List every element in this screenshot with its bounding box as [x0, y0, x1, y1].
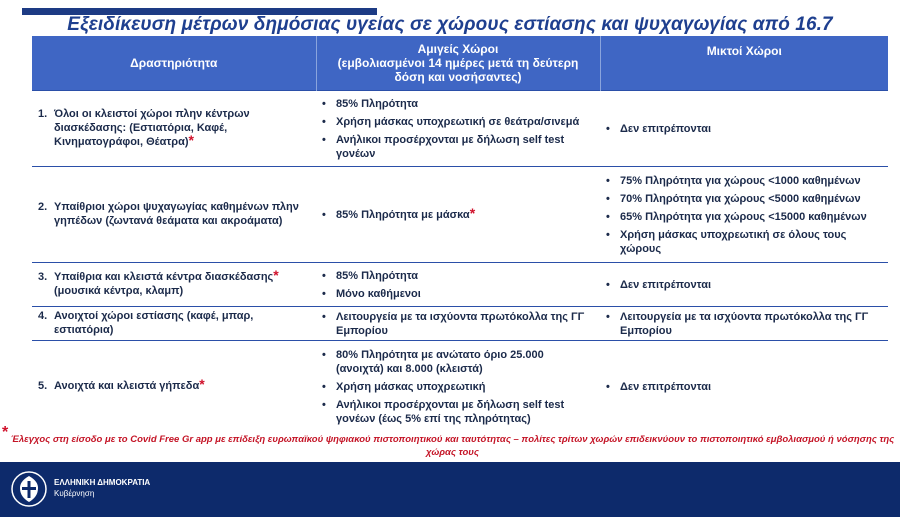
activity-text: Ανοιχτά και κλειστά γήπεδα: [54, 380, 200, 393]
clean-spaces-cell: [316, 306, 600, 340]
activity-cell: [32, 90, 316, 166]
measures-table: [32, 36, 888, 432]
clean-spaces-cell: [316, 90, 600, 166]
list-item: • Ανήλικοι προσέρχονται με δήλωση self test γονέων (έως 5% επί της πληρότητας): [322, 398, 594, 426]
mixed-spaces-cell: [600, 306, 888, 340]
clean-spaces-cell: [316, 340, 600, 432]
header-activity: Δραστηριότητα: [32, 36, 316, 90]
list-item: • Ανήλικοι προσέρχονται με δήλωση self test γονέων: [322, 133, 594, 161]
list-item-text: 85% Πληρότητα με μάσκα: [336, 208, 470, 221]
list-item: • 75% Πληρότητα για χώρους <1000 καθημένων: [606, 174, 882, 188]
footnote-asterisk: *: [2, 424, 9, 441]
row-number: 2.: [38, 201, 48, 213]
page-title: Εξειδίκευση μέτρων δημόσιας υγείας σε χώρους εστίασης και ψυχαγωγίας από 16.7: [67, 14, 833, 35]
mixed-spaces-cell: [600, 90, 888, 166]
row-number: 4.: [38, 310, 48, 322]
table-header-row: [32, 36, 888, 90]
list-item: • Δεν επιτρέπονται: [606, 278, 882, 292]
asterisk-mark: *: [469, 204, 476, 221]
table-row: [32, 90, 888, 166]
list-item: • 70% Πληρότητα για χώρους <5000 καθημένων: [606, 192, 882, 206]
list-item: • 85% Πληρότητα: [322, 97, 594, 111]
table-row: [32, 262, 888, 306]
activity-cell: [32, 340, 316, 432]
header-clean-spaces: [316, 36, 600, 90]
activity-subtext: (μουσικά κέντρα, κλαμπ): [54, 285, 184, 297]
asterisk-mark: *: [199, 376, 205, 393]
list-item: • Δεν επιτρέπονται: [606, 380, 882, 394]
list-item: • Μόνο καθήμενοι: [322, 287, 594, 301]
mixed-spaces-cell: [600, 166, 888, 262]
list-item: • 85% Πληρότητα: [322, 269, 594, 283]
list-item: • 80% Πληρότητα με ανώτατο όριο 25.000 (ανοιχτά) και 8.000 (κλειστά): [322, 348, 594, 376]
table-row: [32, 340, 888, 432]
government-subtitle: Κυβέρνηση: [54, 489, 95, 498]
bottom-band: [0, 462, 900, 517]
header-clean-line2: (εμβολιασμένοι 14 ημέρες μετά τη δεύτερη: [337, 55, 579, 70]
list-item: • Χρήση μάσκας υποχρεωτική: [322, 380, 594, 394]
activity-text: Υπαίθριοι χώροι ψυχαγωγίας καθημένων πλην γηπέδων (ζωντανά θεάματα και ακροάματα): [54, 201, 299, 227]
list-item: [322, 204, 594, 222]
list-item: • Χρήση μάσκας υποχρεωτική σε θεάτρα/σινεμά: [322, 115, 594, 129]
activity-text: Όλοι οι κλειστοί χώροι πλην κέντρων διασκέδασης: (Εστιατόρια, Καφέ, Κινηματογράφοι, Θέατρα): [54, 108, 250, 148]
list-item: • Χρήση μάσκας υποχρεωτική σε όλους τους χώρους: [606, 228, 882, 256]
row-number: 3.: [38, 271, 48, 283]
activity-cell: [32, 262, 316, 306]
row-number: 1.: [38, 108, 48, 120]
table-row: [32, 306, 888, 340]
mixed-spaces-cell: [600, 340, 888, 432]
header-mixed-spaces: Μικτοί Χώροι: [600, 36, 888, 90]
header-clean-line3: δόση και νοσήσαντες): [394, 69, 522, 84]
list-item: • 65% Πληρότητα για χώρους <15000 καθημένων: [606, 210, 882, 224]
row-number: 5.: [38, 380, 48, 393]
mixed-spaces-cell: [600, 262, 888, 306]
list-item: • Λειτουργεία με τα ισχύοντα πρωτόκολλα της ΓΓ Εμπορίου: [606, 310, 882, 338]
list-item: • Δεν επιτρέπονται: [606, 122, 882, 136]
greek-coat-of-arms-icon: [10, 470, 48, 508]
activity-text: Υπαίθρια και κλειστά κέντρα διασκέδασης: [54, 271, 274, 283]
list-item: • Λειτουργεία με τα ισχύοντα πρωτόκολλα της ΓΓ Εμπορίου: [322, 310, 594, 338]
footnote-text: Έλεγχος στη είσοδο με το Covid Free Gr app με επίδειξη ευρωπαϊκού ψηφιακού πιστοποιητικού και ταυτότητας – πολίτες τρίτων χωρών επιδεικνύουν το πιστοποιητικό εμβολιασμού ή νόσησης της χώρας τους: [10, 434, 895, 458]
table-row: [32, 166, 888, 262]
header-clean-line1: Αμιγείς Χώροι: [417, 41, 499, 56]
clean-spaces-cell: [316, 262, 600, 306]
asterisk-mark: *: [188, 132, 194, 148]
activity-text: Ανοιχτοί χώροι εστίασης (καφέ, μπαρ, εστιατόρια): [54, 310, 254, 336]
activity-cell: [32, 166, 316, 262]
clean-spaces-cell: [316, 166, 600, 262]
activity-cell: [32, 306, 316, 340]
government-name: ΕΛΛΗΝΙΚΗ ΔΗΜΟΚΡΑΤΙΑ: [54, 478, 151, 487]
asterisk-mark: *: [273, 267, 279, 283]
